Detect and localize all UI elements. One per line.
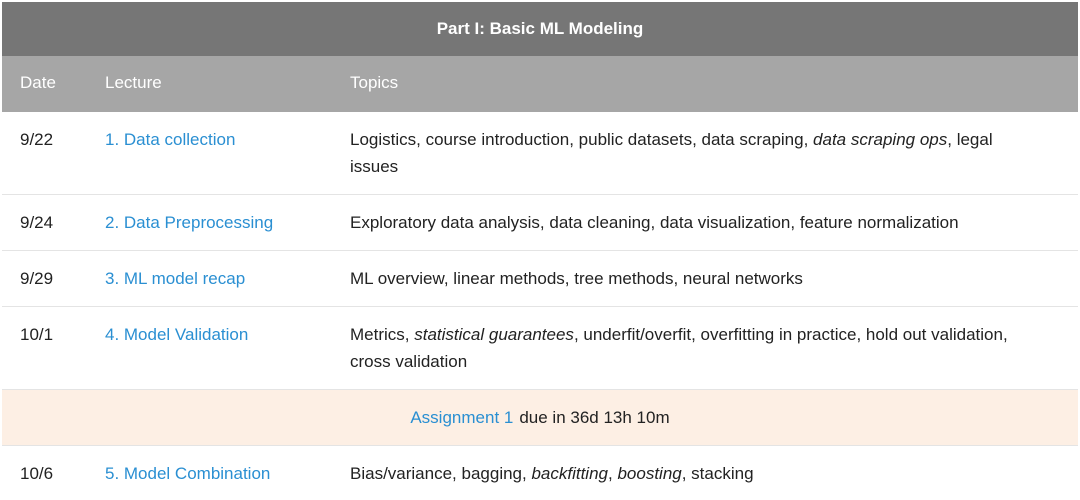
row-topics bbox=[350, 265, 1038, 292]
part-title-text: Part I: Basic ML Modeling bbox=[436, 19, 644, 38]
lecture-link[interactable]: 1. Data collection bbox=[105, 130, 236, 149]
row-date: 9/29 bbox=[20, 269, 54, 288]
lecture-link[interactable]: 2. Data Preprocessing bbox=[105, 213, 274, 232]
lecture-link[interactable]: 5. Model Combination bbox=[105, 464, 271, 483]
topic-text: , legal issues bbox=[350, 130, 993, 176]
column-header-row bbox=[2, 56, 1078, 112]
part-title bbox=[2, 2, 1078, 56]
assignment-link[interactable]: Assignment 1 bbox=[410, 407, 514, 427]
column-header-date: Date bbox=[20, 73, 56, 92]
topic-text: Metrics, bbox=[350, 325, 415, 344]
table-row bbox=[2, 307, 1078, 390]
table-row bbox=[2, 251, 1078, 307]
topic-text: statistical guarantees bbox=[414, 325, 574, 344]
lecture-link[interactable]: 4. Model Validation bbox=[105, 325, 249, 344]
table-row bbox=[2, 195, 1078, 251]
topic-text: boosting bbox=[617, 464, 682, 483]
row-topics bbox=[350, 321, 1038, 375]
assignment-row bbox=[2, 390, 1078, 446]
topic-text: , underfit/overfit, overfitting in practice, hold out validation, cross validation bbox=[350, 325, 1008, 371]
row-topics bbox=[350, 126, 1038, 180]
topic-text: , bbox=[608, 464, 618, 483]
schedule-table bbox=[2, 2, 1078, 500]
lecture-link[interactable]: 3. ML model recap bbox=[105, 269, 246, 288]
row-date: 10/1 bbox=[20, 325, 54, 344]
topic-text: , stacking bbox=[681, 464, 754, 483]
topic-text: Bias/variance, bagging, bbox=[350, 464, 532, 483]
topic-text: Logistics, course introduction, public datasets, data scraping, bbox=[350, 130, 814, 149]
table-row bbox=[2, 112, 1078, 195]
topic-text: Exploratory data analysis, data cleaning, data visualization, feature normalization bbox=[350, 213, 959, 232]
assignment-due-text: due in 36d 13h 10m bbox=[519, 407, 670, 427]
column-header-topics: Topics bbox=[350, 73, 399, 92]
topic-text: data scraping ops bbox=[813, 130, 948, 149]
row-topics bbox=[350, 209, 1038, 236]
topic-text: ML overview, linear methods, tree methods, neural networks bbox=[350, 269, 803, 288]
row-date: 9/22 bbox=[20, 130, 54, 149]
row-date: 10/6 bbox=[20, 464, 54, 483]
topic-text: backfitting bbox=[531, 464, 608, 483]
table-row bbox=[2, 446, 1078, 500]
column-header-lecture: Lecture bbox=[105, 73, 162, 92]
row-topics bbox=[350, 460, 1038, 487]
row-date: 9/24 bbox=[20, 213, 54, 232]
